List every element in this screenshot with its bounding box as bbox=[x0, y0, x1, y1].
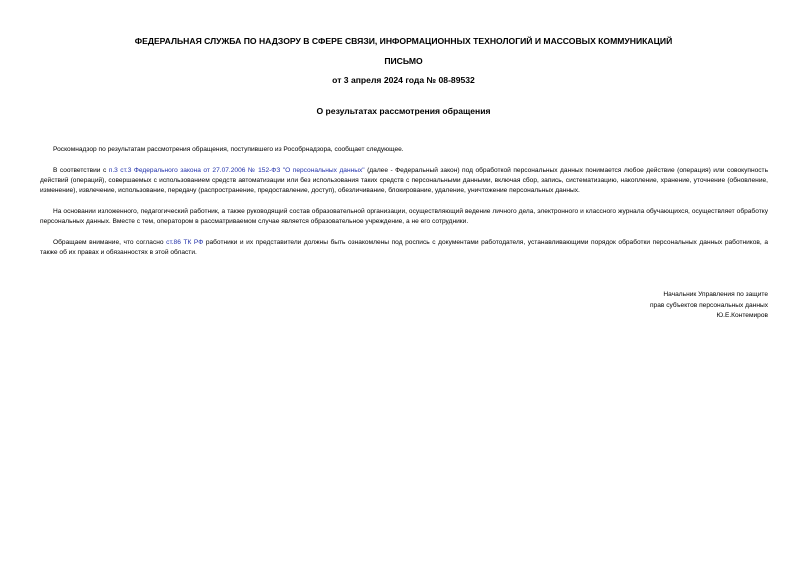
paragraph-notice bbox=[40, 238, 768, 258]
paragraph-conclusion bbox=[40, 207, 768, 227]
paragraph-notice-prefix: Обращаем внимание, что согласно bbox=[53, 239, 167, 246]
paragraph-notice-suffix: работники и их представители должны быть ознакомлены под роспись с документами работодателя, устанавливающими порядок обработки персональных данных работников, а также об их правах и обязанностях в этой области. bbox=[40, 239, 769, 256]
document-type: ПИСЬМО bbox=[384, 56, 423, 66]
paragraph-definition-suffix: (далее - Федеральный закон) под обработкой персональных данных понимается любое действие (операция) или совокупность действий (операций), совершаемых с использованием средств автоматизации или без использования таких средств с персональными данными, включая сбор, запись, систематизацию, накопление, хранение, уточнение (обновление, изменение), извлечение, использование, передачу (распространение, предоставление, доступ), обезличивание, блокирование, удаление, уничтожение персональных данных. bbox=[40, 167, 768, 194]
signature-position-line1: Начальник Управления по защите bbox=[663, 291, 768, 298]
organization-title: ФЕДЕРАЛЬНАЯ СЛУЖБА ПО НАДЗОРУ В СФЕРЕ СВЯЗИ, ИНФОРМАЦИОННЫХ ТЕХНОЛОГИЙ И МАССОВЫХ КОММУНИКАЦИЙ bbox=[134, 36, 673, 46]
paragraph-definition bbox=[40, 166, 768, 196]
document-subject: О результатах рассмотрения обращения bbox=[316, 106, 491, 116]
paragraph-intro-text: Роскомнадзор по результатам рассмотрения обращения, поступившего из Рособрнадзора, сообщает следующее. bbox=[53, 146, 404, 153]
paragraph-definition-prefix: В соответствии с bbox=[53, 167, 109, 174]
document-number-date: от 3 апреля 2024 года № 08-89532 bbox=[332, 75, 475, 85]
law-152-fz-link[interactable]: п.3 ст.3 Федерального закона от 27.07.2006 № 152-ФЗ "О персональных данных" bbox=[108, 167, 365, 174]
paragraph-conclusion-text: На основании изложенного, педагогический работник, а также руководящий состав образовательной организации, осуществляющий ведение личного дела, электронного и классного журнала обучающихся, осуществляет обработку персональных данных. Вместе с тем, оператором в рассматриваемом случае является образовательное учреждение, а не его сотрудники. bbox=[40, 208, 768, 225]
signature-position-line2: прав субъектов персональных данных bbox=[649, 301, 768, 309]
labor-code-article-86-link[interactable]: ст.86 ТК РФ bbox=[166, 239, 204, 246]
signature-name: Ю.Е.Контемиров bbox=[716, 312, 768, 319]
signature-block bbox=[650, 290, 768, 322]
paragraph-intro bbox=[40, 145, 768, 155]
